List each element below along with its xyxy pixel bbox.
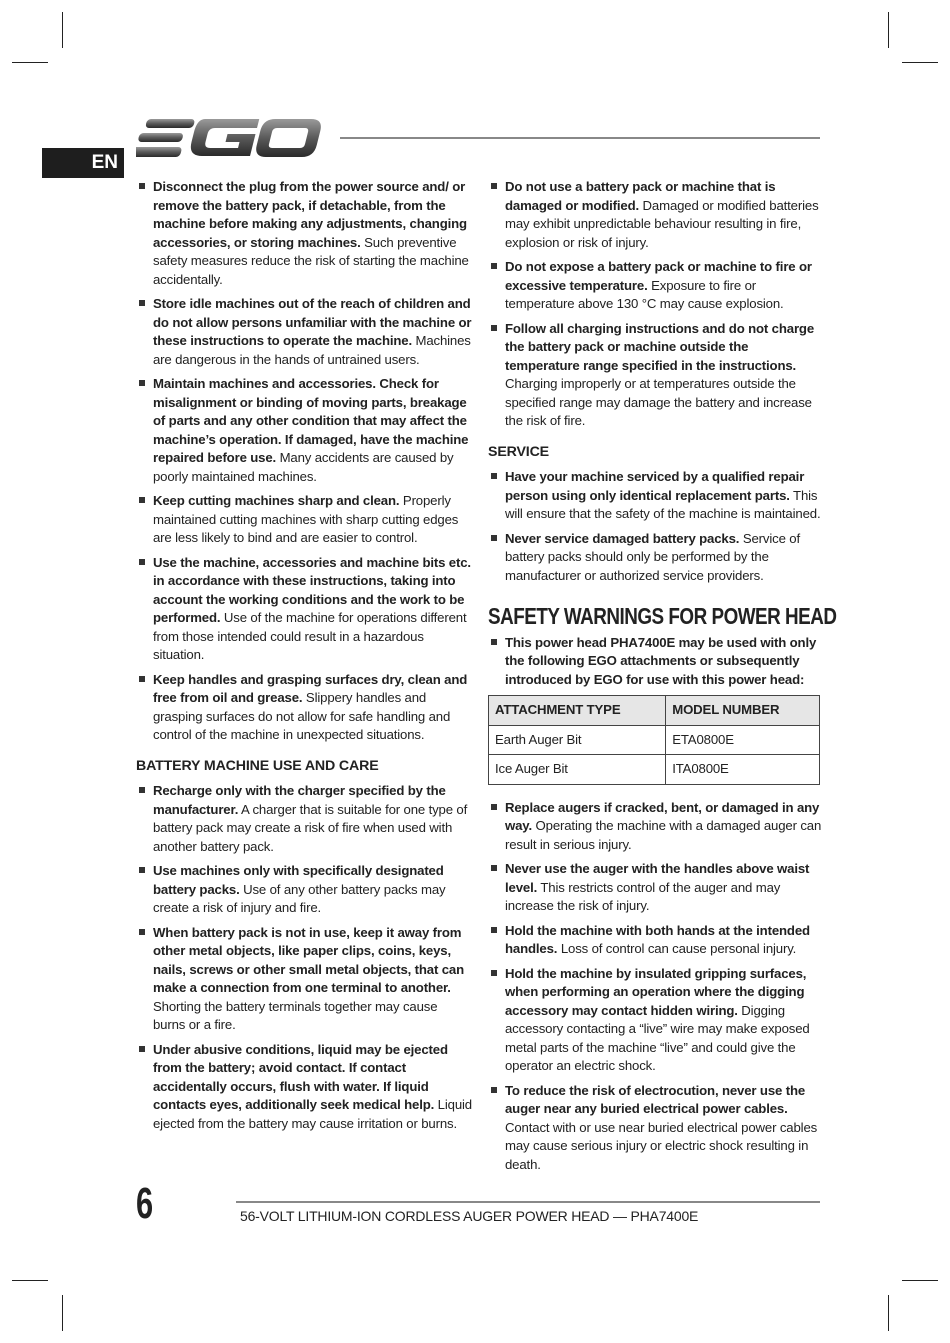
bullet-icon [139, 183, 145, 189]
list-item: Under abusive conditions, liquid may be ejected from the battery; avoid contact. If contact accidentally occurs, flush with water. If liquid contacts eyes, additionally seek medical help. Liquid ejected from the battery may cause irritation or burns. [136, 1041, 472, 1134]
bullet-icon [491, 865, 497, 871]
list-item: Do not use a battery pack or machine that is damaged or modified. Damaged or modified batteries may exhibit unpredictable behaviour resulting in fire, explosion or risk of injury. [488, 178, 824, 252]
footer-title: 56-VOLT LITHIUM-ION CORDLESS AUGER POWER HEAD — PHA7400E [240, 1208, 699, 1224]
list-item: Recharge only with the charger specified by the manufacturer. A charger that is suitable for one type of battery pack may create a risk of fire when used with another battery pack. [136, 782, 472, 856]
bullet-icon [491, 183, 497, 189]
bullet-icon [139, 787, 145, 793]
list-item: Keep handles and grasping surfaces dry, clean and free from oil and grease. Slippery handles and grasping surfaces do not allow for safe handling and control of the machine in unexpected situations. [136, 671, 472, 745]
table-cell: Earth Auger Bit [489, 725, 666, 755]
list-item: Never use the auger with the handles above waist level. This restricts control of the auger and may increase the risk of injury. [488, 860, 824, 916]
bullet-icon [139, 867, 145, 873]
list-item: Use the machine, accessories and machine bits etc. in accordance with these instructions, taking into account the working conditions and the work to be performed. Use of the machine for operations different from those intended could result in a hazardous situation. [136, 554, 472, 665]
list-item: Never service damaged battery packs. Service of battery packs should only be performed by the manufacturer or authorized service providers. [488, 530, 824, 586]
bullet-icon [491, 325, 497, 331]
bullet-icon [139, 380, 145, 386]
column-header: MODEL NUMBER [666, 696, 820, 726]
ego-logo [136, 116, 322, 160]
crop-mark [902, 1280, 938, 1281]
header-rule [340, 137, 820, 139]
list-item: Maintain machines and accessories. Check for misalignment or binding of moving parts, breakage of parts and any other condition that may affect the machine’s operation. If damaged, have the machine repaired before use. Many accidents are caused by poorly maintained machines. [136, 375, 472, 486]
table-cell: ETA0800E [666, 725, 820, 755]
table-cell: Ice Auger Bit [489, 755, 666, 785]
crop-mark [62, 1295, 63, 1331]
list-item: Use machines only with specifically designated battery packs. Use of any other battery packs may create a risk of injury and fire. [136, 862, 472, 918]
table-row [489, 725, 820, 755]
left-column [136, 178, 472, 1139]
crop-mark [902, 62, 938, 63]
crop-mark [12, 62, 48, 63]
crop-mark [12, 1280, 48, 1281]
list-item: Keep cutting machines sharp and clean. Properly maintained cutting machines with sharp cutting edges are less likely to bind and are easier to control. [136, 492, 472, 548]
bullet-icon [491, 473, 497, 479]
bullet-icon [491, 927, 497, 933]
bullet-icon [491, 535, 497, 541]
list-item: This power head PHA7400E may be used with only the following EGO attachments or subsequently introduced by EGO for use with this power head: [488, 634, 824, 690]
bullet-icon [139, 497, 145, 503]
right-column [488, 178, 837, 1180]
attachment-table [488, 695, 820, 785]
crop-mark [888, 1295, 889, 1331]
bullet-icon [139, 676, 145, 682]
list-item: Hold the machine by insulated gripping surfaces, when performing an operation where the digging accessory may contact hidden wiring. Digging accessory contacting a “live” wire may make exposed metal parts of the machine “live” and could give the operator an electric shock. [488, 965, 824, 1076]
bullet-icon [139, 300, 145, 306]
list-item: Disconnect the plug from the power source and/ or remove the battery pack, if detachable, from the machine before making any adjustments, changing accessories, or storing machines. Such preventive safety measures reduce the risk of starting the machine accidentally. [136, 178, 472, 289]
table-header-row [489, 696, 820, 726]
bullet-icon [491, 804, 497, 810]
list-item: When battery pack is not in use, keep it away from other metal objects, like paper clips, coins, keys, nails, screws or other small metal objects, that can make a connection from one terminal to another. Shorting the battery terminals together may cause burns or a fire. [136, 924, 472, 1035]
crop-mark [888, 12, 889, 48]
list-item: Follow all charging instructions and do not charge the battery pack or machine outside the temperature range specified in the instructions. Charging improperly or at temperatures outside the specified range may damage the battery and increase the risk of fire. [488, 320, 824, 431]
bullet-icon [139, 929, 145, 935]
table-row [489, 755, 820, 785]
list-item: Have your machine serviced by a qualified repair person using only identical replacement parts. This will ensure that the safety of the machine is maintained. [488, 468, 824, 524]
column-header: ATTACHMENT TYPE [489, 696, 666, 726]
list-item: Do not expose a battery pack or machine to fire or excessive temperature. Exposure to fire or temperature above 130 °C may cause explosion. [488, 258, 824, 314]
list-item: Hold the machine with both hands at the intended handles. Loss of control can cause personal injury. [488, 922, 824, 959]
bullet-icon [491, 1087, 497, 1093]
table-cell: ITA0800E [666, 755, 820, 785]
language-tab: EN [42, 148, 124, 178]
list-item: Replace augers if cracked, bent, or damaged in any way. Operating the machine with a damaged auger can result in serious injury. [488, 799, 824, 855]
crop-mark [62, 12, 63, 48]
list-item: Store idle machines out of the reach of children and do not allow persons unfamiliar with the machine or these instructions to operate the machine. Machines are dangerous in the hands of untrained users. [136, 295, 472, 369]
bullet-icon [491, 263, 497, 269]
bullet-icon [491, 970, 497, 976]
bullet-icon [139, 1046, 145, 1052]
section-title: SAFETY WARNINGS FOR POWER HEAD [488, 603, 837, 629]
battery-heading: BATTERY MACHINE USE AND CARE [136, 757, 379, 774]
page-number: 6 [136, 1179, 154, 1228]
list-item: To reduce the risk of electrocution, never use the auger near any buried electrical power cables. Contact with or use near buried electrical power cables may cause serious injury or electric shock resulting in death. [488, 1082, 824, 1175]
bullet-icon [139, 559, 145, 565]
bullet-icon [491, 639, 497, 645]
service-heading: SERVICE [488, 443, 549, 460]
footer-rule [236, 1201, 820, 1203]
